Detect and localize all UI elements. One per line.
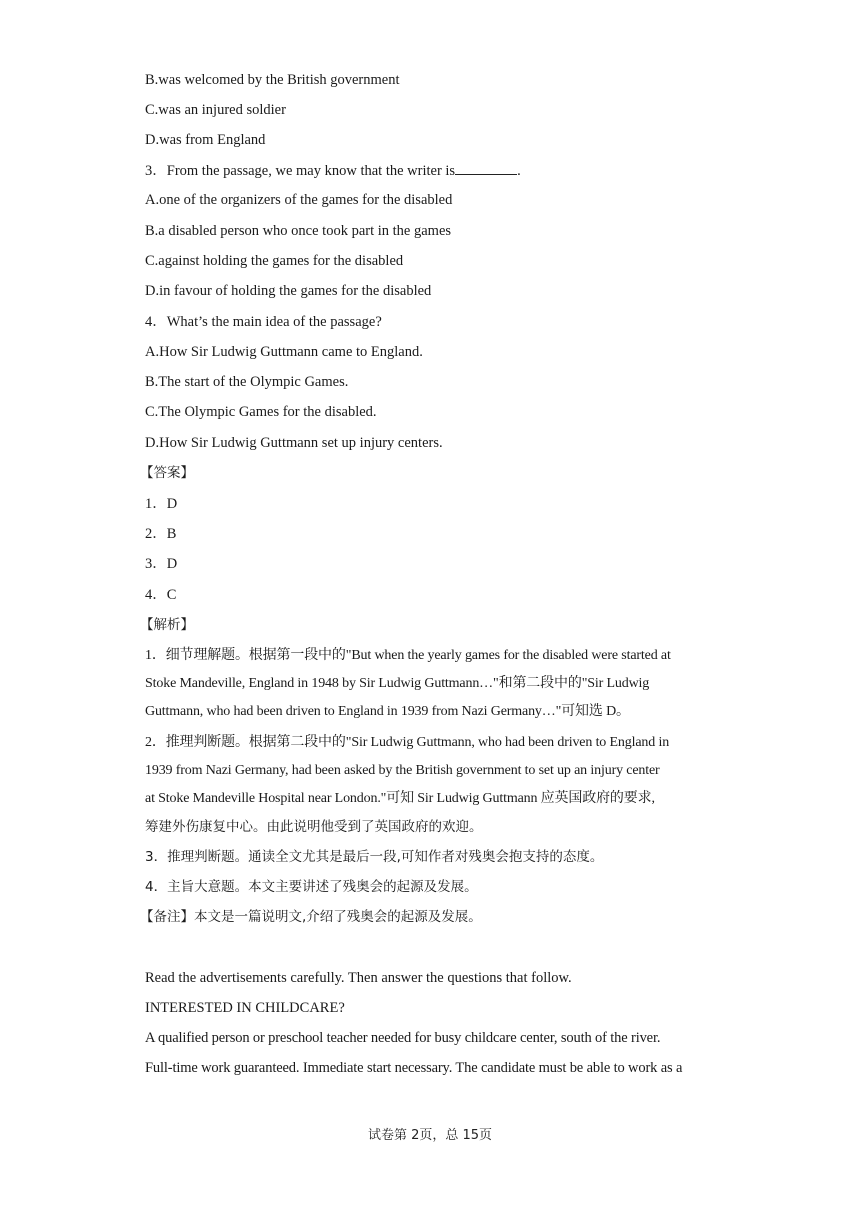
q4-option-a: A.How Sir Ludwig Guttmann came to England. <box>145 344 423 360</box>
q3-option-b: B.a disabled person who once took part in the games <box>145 223 452 239</box>
analysis-1-line-1: 1．细节理解题。根据第一段中的"But when the yearly games for the disabled were started at <box>145 648 671 663</box>
q3-stem-end: . <box>517 163 521 179</box>
answer-blank <box>455 160 517 175</box>
q3-option-c: C.against holding the games for the disabled <box>145 253 404 269</box>
q2-option-c: C.was an injured soldier <box>145 102 286 118</box>
q2-option-b: B.was welcomed by the British government <box>145 72 400 88</box>
answer-1: 1．D <box>145 496 178 512</box>
page-footer: 试卷第 2页，总 15页 <box>367 1128 493 1143</box>
section-intro: Read the advertisements carefully. Then answer the questions that follow. <box>145 970 572 986</box>
q3-option-a: A.one of the organizers of the games for the disabled <box>145 192 453 208</box>
answer-4: 4．C <box>145 587 177 603</box>
answer-heading: 【答案】 <box>140 465 194 481</box>
analysis-1-line-2: Stoke Mandeville, England in 1948 by Sir Ludwig Guttmann…"和第二段中的"Sir Ludwig <box>145 676 650 691</box>
analysis-2-line-3: at Stoke Mandeville Hospital near London."可知 Sir Ludwig Guttmann 应英国政府的要求, <box>145 791 655 806</box>
q4-option-b: B.The start of the Olympic Games. <box>145 374 349 390</box>
answer-3: 3．D <box>145 556 178 572</box>
ad-title: INTERESTED IN CHILDCARE? <box>145 1000 345 1016</box>
ad-line-1: A qualified person or preschool teacher needed for busy childcare center, south of the river. <box>145 1030 661 1046</box>
q4-option-c: C.The Olympic Games for the disabled. <box>145 404 377 420</box>
note: 【备注】本文是一篇说明文,介绍了残奥会的起源及发展。 <box>140 909 482 925</box>
q3-stem-text: 3．From the passage, we may know that the writer is <box>145 163 456 179</box>
analysis-4: 4．主旨大意题。本文主要讲述了残奥会的起源及发展。 <box>145 879 478 895</box>
analysis-heading: 【解析】 <box>140 617 194 633</box>
q4-option-d: D.How Sir Ludwig Guttmann set up injury centers. <box>145 435 443 451</box>
analysis-2-line-2: 1939 from Nazi Germany, had been asked by the British government to set up an injury center <box>145 763 660 778</box>
analysis-1-line-3: Guttmann, who had been driven to England in 1939 from Nazi Germany…"可知选 D。 <box>145 704 630 719</box>
analysis-2-line-1: 2．推理判断题。根据第二段中的"Sir Ludwig Guttmann, who had been driven to England in <box>145 735 670 750</box>
analysis-2-line-4: 筹建外伤康复中心。由此说明他受到了英国政府的欢迎。 <box>145 819 483 835</box>
answer-2: 2．B <box>145 526 177 542</box>
analysis-3: 3．推理判断题。通读全文尤其是最后一段,可知作者对残奥会抱支持的态度。 <box>145 849 604 865</box>
q2-option-d: D.was from England <box>145 132 266 148</box>
q4-stem: 4．What’s the main idea of the passage? <box>145 314 382 330</box>
q3-stem <box>145 160 521 181</box>
ad-line-2: Full-time work guaranteed. Immediate start necessary. The candidate must be able to work as a <box>145 1060 683 1076</box>
q3-option-d: D.in favour of holding the games for the disabled <box>145 283 432 299</box>
